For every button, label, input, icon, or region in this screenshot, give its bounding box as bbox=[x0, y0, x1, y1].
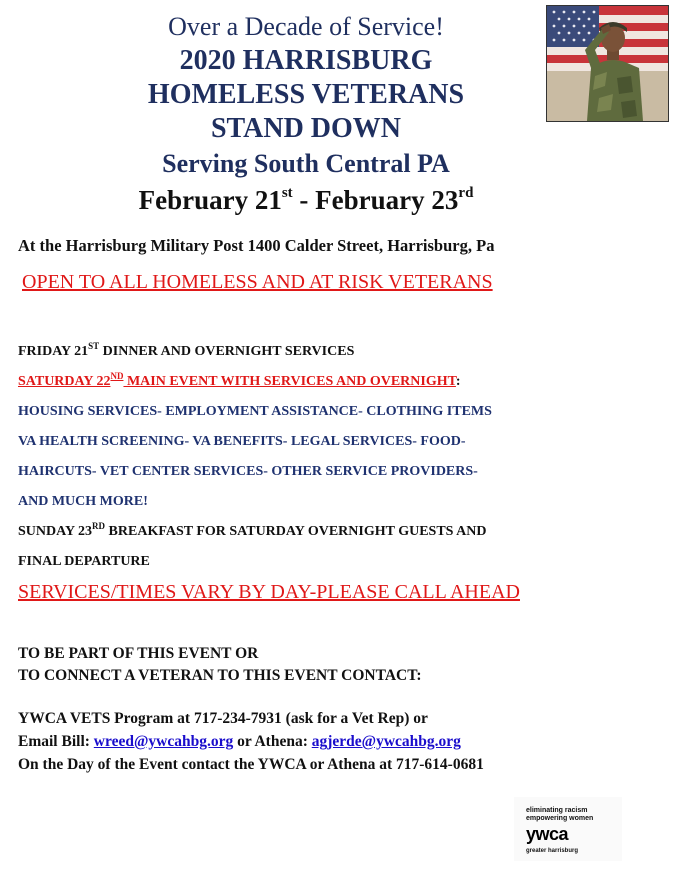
saturday-detail: MAIN EVENT WITH SERVICES AND OVERNIGHT bbox=[123, 374, 456, 389]
services-line: VA HEALTH SCREENING- VA BENEFITS- LEGAL SERVICES- FOOD- bbox=[18, 434, 466, 449]
sunday-schedule bbox=[18, 517, 487, 547]
title-line-2: HOMELESS VETERANS bbox=[147, 79, 465, 110]
saturday-schedule bbox=[18, 367, 461, 397]
call-ahead-notice: SERVICES/TIMES VARY BY DAY-PLEASE CALL AHEAD bbox=[18, 581, 520, 603]
title-line-1: 2020 HARRISBURG bbox=[179, 45, 433, 76]
saturday-colon: : bbox=[455, 374, 461, 389]
title-line-3: STAND DOWN bbox=[210, 113, 402, 144]
email-link-bill[interactable]: wreed@ywcahbg.org bbox=[93, 733, 234, 750]
event-location: At the Harrisburg Military Post 1400 Calder Street, Harrisburg, Pa bbox=[18, 236, 495, 255]
serving-region: Serving South Central PA bbox=[162, 149, 450, 178]
contact-intro-line-1: TO BE PART OF THIS EVENT OR bbox=[18, 645, 259, 662]
friday-suffix: ST bbox=[88, 341, 100, 351]
email-link-athena[interactable]: agjerde@ywcahbg.org bbox=[311, 733, 461, 750]
ywca-phone-line: YWCA VETS Program at 717-234-7931 (ask for a Vet Rep) or bbox=[18, 710, 428, 727]
sunday-detail: BREAKFAST FOR SATURDAY OVERNIGHT GUESTS AND bbox=[105, 524, 487, 539]
date-end-suffix: rd bbox=[458, 185, 474, 201]
date-end: February 23 bbox=[315, 185, 459, 215]
day-of-contact-line: On the Day of the Event contact the YWCA or Athena at 717-614-0681 bbox=[18, 756, 484, 773]
friday-label: FRIDAY 21 bbox=[18, 344, 89, 359]
services-line: AND MUCH MORE! bbox=[18, 494, 148, 509]
email-prefix: Email Bill: bbox=[18, 733, 94, 750]
logo-mission bbox=[526, 807, 593, 823]
date-start: February 21 bbox=[138, 185, 282, 215]
saluting-soldier-image bbox=[546, 5, 669, 122]
email-middle: or Athena: bbox=[233, 733, 312, 750]
sunday-label: SUNDAY 23 bbox=[18, 524, 93, 539]
services-line: HAIRCUTS- VET CENTER SERVICES- OTHER SERVICE PROVIDERS- bbox=[18, 464, 478, 479]
friday-detail: DINNER AND OVERNIGHT SERVICES bbox=[99, 344, 355, 359]
event-dates bbox=[100, 182, 512, 218]
tagline: Over a Decade of Service! bbox=[168, 12, 444, 41]
sunday-suffix: RD bbox=[92, 521, 106, 531]
date-start-suffix: st bbox=[281, 185, 293, 201]
sunday-schedule-continued: FINAL DEPARTURE bbox=[18, 554, 150, 569]
contact-intro-line-2: TO CONNECT A VETERAN TO THIS EVENT CONTACT: bbox=[18, 667, 422, 684]
saturday-suffix: ND bbox=[110, 371, 124, 381]
email-contacts bbox=[18, 731, 461, 753]
saturday-label: SATURDAY 22 bbox=[18, 374, 111, 389]
ywca-logo bbox=[514, 797, 622, 861]
services-line: HOUSING SERVICES- EMPLOYMENT ASSISTANCE- CLOTHING ITEMS bbox=[18, 404, 492, 419]
logo-wordmark: ywca bbox=[526, 824, 569, 844]
open-to-all-banner: OPEN TO ALL HOMELESS AND AT RISK VETERANS bbox=[22, 271, 493, 293]
date-separator: - bbox=[292, 185, 316, 215]
logo-locality: greater harrisburg bbox=[526, 848, 579, 854]
soldier-flag-illustration bbox=[547, 6, 668, 121]
friday-schedule bbox=[18, 337, 354, 367]
logo-mission-line-2: empowering women bbox=[526, 815, 594, 822]
logo-mission-line-1: eliminating racism bbox=[526, 807, 588, 814]
